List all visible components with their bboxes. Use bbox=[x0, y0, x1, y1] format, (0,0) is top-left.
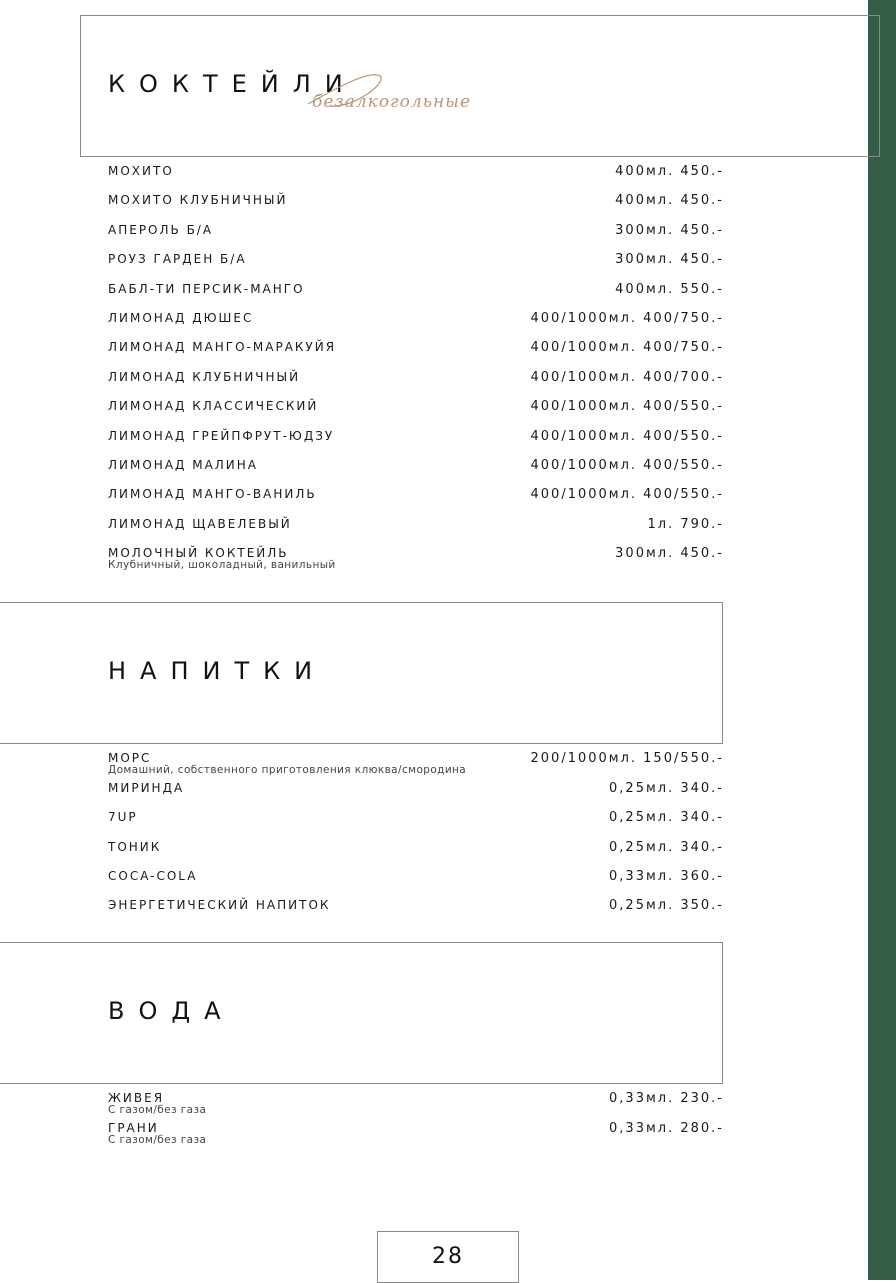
item-description: С газом/без газа bbox=[108, 1104, 207, 1116]
menu-item bbox=[108, 1121, 724, 1149]
item-name: ЛИМОНАД МАНГО-МАРАКУЙЯ bbox=[108, 340, 337, 354]
item-price: 400/1000мл. 400/700.- bbox=[530, 370, 724, 385]
menu-item bbox=[108, 340, 724, 368]
item-price: 0,25мл. 340.- bbox=[609, 781, 724, 796]
item-name: ЛИМОНАД МАЛИНА bbox=[108, 458, 259, 472]
item-price: 0,33мл. 230.- bbox=[609, 1091, 724, 1106]
menu-item bbox=[108, 1091, 724, 1119]
item-name: МОХИТО bbox=[108, 164, 174, 178]
item-name: ЛИМОНАД КЛАССИЧЕСКИЙ bbox=[108, 399, 319, 413]
item-price: 0,33мл. 360.- bbox=[609, 869, 724, 884]
item-description: Клубничный, шоколадный, ванильный bbox=[108, 559, 336, 571]
item-name: ЖИВЕЯ bbox=[108, 1091, 165, 1105]
item-price: 0,25мл. 350.- bbox=[609, 898, 724, 913]
menu-item bbox=[108, 370, 724, 398]
item-name: МОЛОЧНЫЙ КОКТЕЙЛЬ bbox=[108, 546, 289, 560]
item-price: 400/1000мл. 400/550.- bbox=[530, 487, 724, 502]
item-price: 400/1000мл. 400/550.- bbox=[530, 458, 724, 473]
page-number-box bbox=[377, 1231, 519, 1283]
menu-item bbox=[108, 399, 724, 427]
item-price: 400/1000мл. 400/750.- bbox=[530, 340, 724, 355]
cocktails-title: КОКТЕЙЛИ bbox=[108, 70, 357, 98]
menu-item bbox=[108, 223, 724, 251]
menu-item bbox=[108, 487, 724, 515]
menu-item bbox=[108, 164, 724, 192]
item-price: 0,25мл. 340.- bbox=[609, 840, 724, 855]
item-name: ЭНЕРГЕТИЧЕСКИЙ НАПИТОК bbox=[108, 898, 331, 912]
item-price: 400мл. 550.- bbox=[615, 282, 724, 297]
item-name: БАБЛ-ТИ ПЕРСИК-МАНГО bbox=[108, 282, 305, 296]
water-title: ВОДА bbox=[108, 997, 235, 1025]
item-name: ЛИМОНАД МАНГО-ВАНИЛЬ bbox=[108, 487, 317, 501]
menu-item bbox=[108, 517, 724, 545]
menu-item bbox=[108, 311, 724, 339]
menu-item bbox=[108, 282, 724, 310]
item-name: МОРС bbox=[108, 751, 152, 765]
menu-item bbox=[108, 252, 724, 280]
item-price: 300мл. 450.- bbox=[615, 252, 724, 267]
menu-item bbox=[108, 751, 724, 779]
item-price: 300мл. 450.- bbox=[615, 546, 724, 561]
menu-item bbox=[108, 869, 724, 897]
menu-item bbox=[108, 840, 724, 868]
menu-item bbox=[108, 781, 724, 809]
item-name: ГРАНИ bbox=[108, 1121, 159, 1135]
menu-item bbox=[108, 810, 724, 838]
item-name: ЛИМОНАД КЛУБНИЧНЫЙ bbox=[108, 370, 301, 384]
item-price: 400/1000мл. 400/550.- bbox=[530, 429, 724, 444]
item-price: 200/1000мл. 150/550.- bbox=[530, 751, 724, 766]
drinks-title: НАПИТКИ bbox=[108, 657, 327, 685]
item-description: С газом/без газа bbox=[108, 1134, 207, 1146]
menu-item bbox=[108, 898, 724, 926]
item-name: COCA-COLA bbox=[108, 869, 198, 883]
item-name: РОУЗ ГАРДЕН Б/А bbox=[108, 252, 247, 266]
decorative-side-bar bbox=[868, 0, 896, 1280]
item-price: 400/1000мл. 400/750.- bbox=[530, 311, 724, 326]
page-number: 28 bbox=[432, 1244, 464, 1269]
item-name: 7UP bbox=[108, 810, 138, 824]
item-name: МОХИТО КЛУБНИЧНЫЙ bbox=[108, 193, 288, 207]
item-description: Домашний, собственного приготовления клюква/смородина bbox=[108, 764, 467, 776]
menu-item bbox=[108, 546, 724, 574]
cocktails-subtitle: безалкогольные bbox=[312, 92, 472, 112]
item-name: ЛИМОНАД ЩАВЕЛЕВЫЙ bbox=[108, 517, 292, 531]
item-price: 400/1000мл. 400/550.- bbox=[530, 399, 724, 414]
item-name: МИРИНДА bbox=[108, 781, 185, 795]
item-name: ЛИМОНАД ДЮШЕС bbox=[108, 311, 254, 325]
item-price: 1л. 790.- bbox=[647, 517, 724, 532]
item-name: АПЕРОЛЬ Б/А bbox=[108, 223, 214, 237]
item-price: 300мл. 450.- bbox=[615, 223, 724, 238]
menu-item bbox=[108, 193, 724, 221]
item-price: 0,25мл. 340.- bbox=[609, 810, 724, 825]
item-name: ЛИМОНАД ГРЕЙПФРУТ-ЮДЗУ bbox=[108, 429, 335, 443]
item-name: ТОНИК bbox=[108, 840, 162, 854]
item-price: 0,33мл. 280.- bbox=[609, 1121, 724, 1136]
menu-item bbox=[108, 458, 724, 486]
item-price: 400мл. 450.- bbox=[615, 164, 724, 179]
item-price: 400мл. 450.- bbox=[615, 193, 724, 208]
menu-item bbox=[108, 429, 724, 457]
